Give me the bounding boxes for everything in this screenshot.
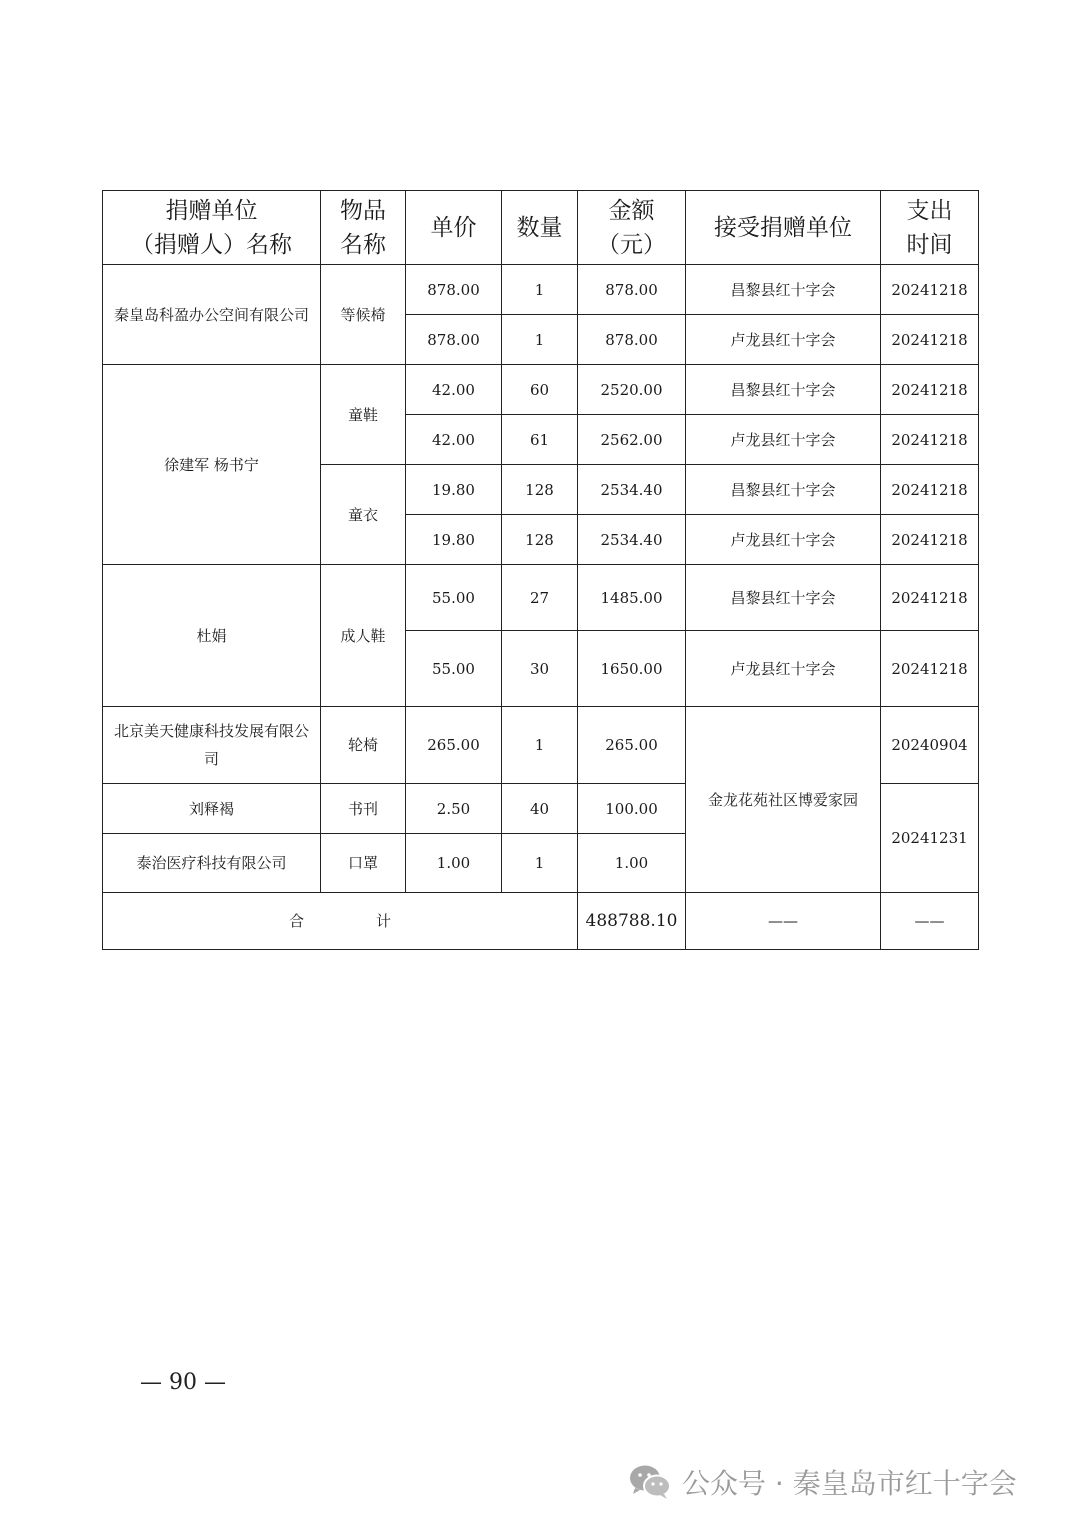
amount-cell: 2534.40 bbox=[578, 515, 686, 565]
total-row bbox=[103, 893, 979, 950]
recipient-cell: 金龙花苑社区博爱家园 bbox=[686, 707, 881, 893]
item-cell: 等候椅 bbox=[321, 265, 406, 365]
page-number: — 90 — bbox=[140, 1370, 226, 1395]
date-cell: 20241231 bbox=[881, 784, 979, 893]
header-item: 物品 名称 bbox=[321, 191, 406, 265]
item-cell: 成人鞋 bbox=[321, 565, 406, 707]
qty-cell: 1 bbox=[502, 315, 578, 365]
qty-cell: 1 bbox=[502, 834, 578, 893]
date-cell: 20241218 bbox=[881, 365, 979, 415]
watermark-text: 公众号 · 秦皇岛市红十字会 bbox=[682, 1467, 1017, 1500]
donor-cell: 泰治医疗科技有限公司 bbox=[103, 834, 321, 893]
recipient-cell: 昌黎县红十字会 bbox=[686, 465, 881, 515]
qty-cell: 1 bbox=[502, 265, 578, 315]
price-cell: 878.00 bbox=[406, 265, 502, 315]
date-cell: 20240904 bbox=[881, 707, 979, 784]
item-cell: 童衣 bbox=[321, 465, 406, 565]
table-row bbox=[103, 565, 979, 631]
donor-cell: 秦皇岛科盈办公空间有限公司 bbox=[103, 265, 321, 365]
price-cell: 42.00 bbox=[406, 415, 502, 465]
date-cell: 20241218 bbox=[881, 465, 979, 515]
amount-cell: 1650.00 bbox=[578, 631, 686, 707]
header-amount: 金额 （元） bbox=[578, 191, 686, 265]
price-cell: 878.00 bbox=[406, 315, 502, 365]
price-cell: 2.50 bbox=[406, 784, 502, 834]
table-row bbox=[103, 365, 979, 415]
recipient-cell: 昌黎县红十字会 bbox=[686, 565, 881, 631]
recipient-cell: 卢龙县红十字会 bbox=[686, 515, 881, 565]
amount-cell: 100.00 bbox=[578, 784, 686, 834]
item-cell: 童鞋 bbox=[321, 365, 406, 465]
amount-cell: 2534.40 bbox=[578, 465, 686, 515]
item-cell: 轮椅 bbox=[321, 707, 406, 784]
date-cell: 20241218 bbox=[881, 265, 979, 315]
recipient-cell: 昌黎县红十字会 bbox=[686, 265, 881, 315]
header-donor: 捐赠单位 （捐赠人）名称 bbox=[103, 191, 321, 265]
qty-cell: 128 bbox=[502, 515, 578, 565]
header-recipient: 接受捐赠单位 bbox=[686, 191, 881, 265]
qty-cell: 30 bbox=[502, 631, 578, 707]
total-amount: 488788.10 bbox=[578, 893, 686, 950]
date-cell: 20241218 bbox=[881, 515, 979, 565]
recipient-cell: 卢龙县红十字会 bbox=[686, 631, 881, 707]
date-cell: 20241218 bbox=[881, 415, 979, 465]
total-recipient: —— bbox=[686, 893, 881, 950]
amount-cell: 878.00 bbox=[578, 265, 686, 315]
recipient-cell: 昌黎县红十字会 bbox=[686, 365, 881, 415]
donation-table bbox=[102, 190, 979, 950]
donor-cell: 杜娟 bbox=[103, 565, 321, 707]
price-cell: 42.00 bbox=[406, 365, 502, 415]
qty-cell: 40 bbox=[502, 784, 578, 834]
table-header-row bbox=[103, 191, 979, 265]
header-time: 支出 时间 bbox=[881, 191, 979, 265]
donor-cell: 北京美天健康科技发展有限公司 bbox=[103, 707, 321, 784]
qty-cell: 27 bbox=[502, 565, 578, 631]
amount-cell: 1.00 bbox=[578, 834, 686, 893]
price-cell: 19.80 bbox=[406, 515, 502, 565]
wechat-icon bbox=[628, 1463, 672, 1501]
donor-cell: 刘释褐 bbox=[103, 784, 321, 834]
amount-cell: 878.00 bbox=[578, 315, 686, 365]
table-row bbox=[103, 265, 979, 315]
recipient-cell: 卢龙县红十字会 bbox=[686, 315, 881, 365]
amount-cell: 2520.00 bbox=[578, 365, 686, 415]
amount-cell: 2562.00 bbox=[578, 415, 686, 465]
table-row bbox=[103, 707, 979, 784]
donor-cell: 徐建军 杨书宁 bbox=[103, 365, 321, 565]
amount-cell: 1485.00 bbox=[578, 565, 686, 631]
recipient-cell: 卢龙县红十字会 bbox=[686, 415, 881, 465]
price-cell: 19.80 bbox=[406, 465, 502, 515]
watermark bbox=[628, 1462, 1017, 1502]
price-cell: 1.00 bbox=[406, 834, 502, 893]
header-unit-price: 单价 bbox=[406, 191, 502, 265]
date-cell: 20241218 bbox=[881, 631, 979, 707]
qty-cell: 128 bbox=[502, 465, 578, 515]
price-cell: 265.00 bbox=[406, 707, 502, 784]
price-cell: 55.00 bbox=[406, 631, 502, 707]
price-cell: 55.00 bbox=[406, 565, 502, 631]
header-quantity: 数量 bbox=[502, 191, 578, 265]
item-cell: 书刊 bbox=[321, 784, 406, 834]
qty-cell: 61 bbox=[502, 415, 578, 465]
item-cell: 口罩 bbox=[321, 834, 406, 893]
qty-cell: 60 bbox=[502, 365, 578, 415]
amount-cell: 265.00 bbox=[578, 707, 686, 784]
total-label: 合 计 bbox=[103, 893, 578, 950]
total-date: —— bbox=[881, 893, 979, 950]
date-cell: 20241218 bbox=[881, 565, 979, 631]
date-cell: 20241218 bbox=[881, 315, 979, 365]
qty-cell: 1 bbox=[502, 707, 578, 784]
